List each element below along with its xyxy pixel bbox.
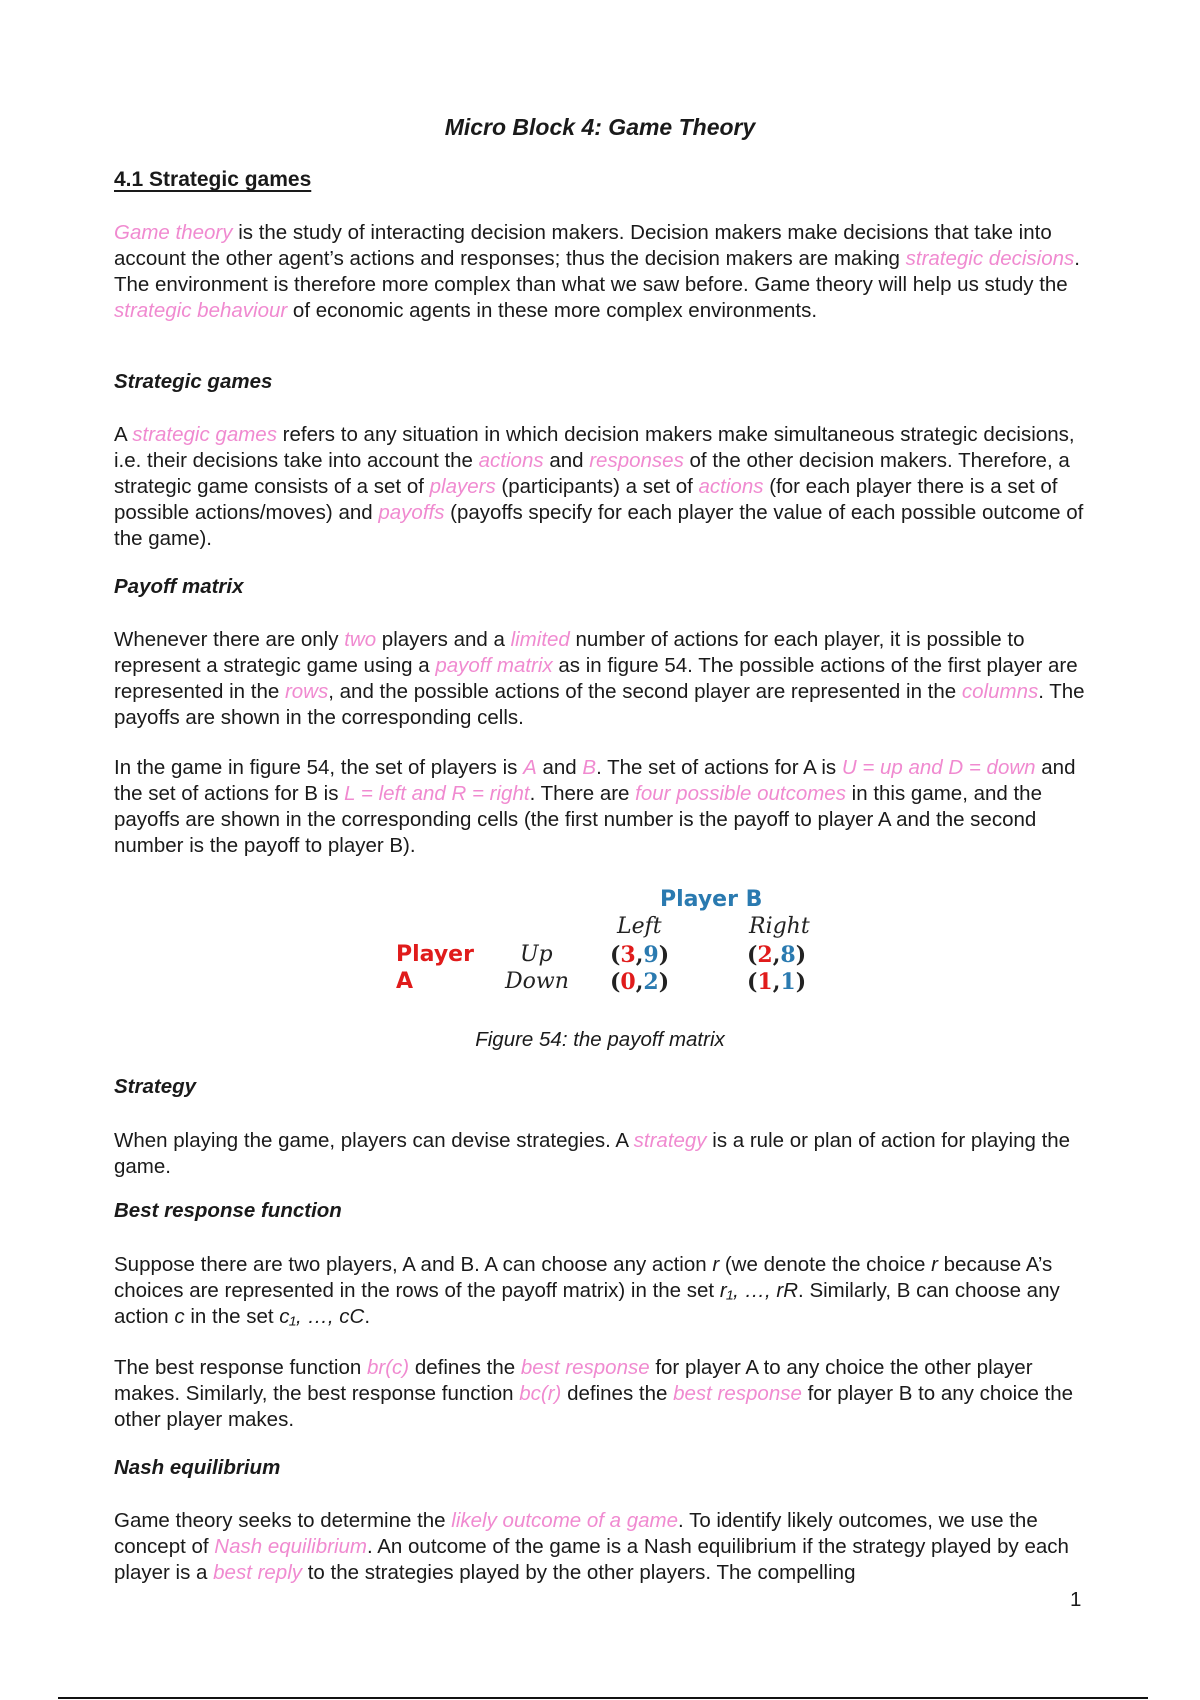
term-strategic-decisions: strategic decisions: [905, 247, 1075, 270]
subheading-payoff-matrix: Payoff matrix: [114, 575, 244, 598]
best-response-paragraph-1: Suppose there are two players, A and B. A can choose any action r (we denote the choice r because A’s choices are represented in the rows of the payoff matrix) in the set r₁, …, rR. Similarly, B can choose any action c in the set c₁, …, cC.: [114, 1253, 1060, 1328]
payoff-b-down-right: 1: [780, 969, 796, 995]
term-payoffs: payoffs: [378, 501, 445, 524]
term-best-response: best response: [520, 1356, 650, 1379]
player-b-label: Player B: [660, 887, 763, 912]
intro-paragraph: Game theory is the study of interacting decision makers. Decision makers make decisions that take into account the other agent’s actions and responses; thus the decision makers are making strategic decisions. The environment is therefore more complex than what we saw before. Game theory will help us study the strategic behaviour of economic agents in these more complex environments.: [114, 221, 1080, 322]
term-player-a: A: [523, 756, 537, 779]
term-best-response-2: best response: [673, 1382, 802, 1405]
term-strategic-behaviour: strategic behaviour: [114, 299, 288, 322]
payoff-a-up-right: 2: [757, 942, 773, 968]
term-game-theory: Game theory: [114, 221, 233, 244]
term-player-b: B: [582, 756, 597, 779]
payoff-a-down-left: 0: [620, 969, 636, 995]
term-columns: columns: [961, 680, 1039, 703]
term-rows: rows: [284, 680, 329, 703]
payoff-cell-down-right: (1,1): [747, 969, 807, 995]
payoff-a-up-left: 3: [620, 942, 636, 968]
set-r: r₁, …, rR: [719, 1279, 799, 1302]
row-down-label: Down: [505, 969, 569, 994]
term-nash-equilibrium: Nash equilibrium: [214, 1535, 367, 1558]
term-strategic-games: strategic games: [132, 423, 277, 446]
set-c: c₁, …, cC: [279, 1305, 365, 1328]
player-a-label-line1: Player: [396, 942, 474, 967]
subheading-nash-equilibrium: Nash equilibrium: [114, 1456, 281, 1479]
row-up-label: Up: [520, 942, 553, 967]
payoff-matrix-paragraph-1: Whenever there are only two players and a limited number of actions for each player, it is possible to represent a strategic game using a payoff matrix as in figure 54. The possible actions of the first player are represented in the rows, and the possible actions of the second player are represented in the columns. The payoffs are shown in the corresponding cells.: [114, 628, 1085, 729]
term-limited: limited: [510, 628, 570, 651]
strategy-paragraph: When playing the game, players can devise strategies. A strategy is a rule or plan of action for playing the game.: [114, 1129, 1071, 1178]
subheading-strategy: Strategy: [114, 1075, 197, 1098]
subheading-best-response: Best response function: [114, 1199, 342, 1222]
subheading-strategic-games: Strategic games: [114, 370, 273, 393]
document-title: Micro Block 4: Game Theory: [444, 114, 756, 140]
player-a-label-line2: A: [396, 969, 414, 994]
figure-caption: Figure 54: the payoff matrix: [475, 1028, 725, 1051]
term-actions-2: actions: [698, 475, 764, 498]
nash-paragraph: Game theory seeks to determine the likely outcome of a game. To identify likely outcomes, we use the concept of Nash equilibrium. An outcome of the game is a Nash equilibrium if the strategy played by each player is a best reply to the strategies played by the other players. The compelling: [114, 1509, 1069, 1584]
term-likely-outcome: likely outcome of a game: [451, 1509, 679, 1532]
payoff-b-up-left: 9: [643, 942, 659, 968]
strategic-games-paragraph: A strategic games refers to any situation in which decision makers make simultaneous strategic decisions, i.e. their decisions take into account the actions and responses of the other decision makers. Therefore, a strategic game consists of a set of players (participants) a set of actions (for each player there is a set of possible actions/moves) and payoffs (payoffs specify for each player the value of each possible outcome of the game).: [114, 423, 1084, 550]
term-players: players: [429, 475, 496, 498]
column-right-label: Right: [749, 914, 810, 939]
payoff-matrix-paragraph-2: In the game in figure 54, the set of players is A and B. The set of actions for A is U = up and D = down and the set of actions for B is L = left and R = right. There are four possible outcomes in this game, and the payoffs are shown in the corresponding cells (the first number is the payoff to player A and the second number is the payoff to player B).: [114, 756, 1076, 857]
column-left-label: Left: [617, 914, 662, 939]
payoff-cell-down-left: (0,2): [610, 969, 670, 995]
term-responses: responses: [589, 449, 684, 472]
term-strategy: strategy: [633, 1129, 707, 1152]
section-heading: 4.1 Strategic games: [114, 168, 312, 191]
footer-divider: [58, 1697, 1148, 1699]
payoff-b-up-right: 8: [780, 942, 796, 968]
best-response-paragraph-2: The best response function br(c) defines the best response for player A to any choice the other player makes. Similarly, the best response function bc(r) defines the best response for player B to any choice the other player makes.: [114, 1356, 1074, 1431]
term-four-outcomes: four possible outcomes: [635, 782, 846, 805]
page-number: 1: [1070, 1588, 1082, 1611]
term-br-c: br(c): [367, 1356, 410, 1379]
term-actions-a: U = up and D = down: [841, 756, 1036, 779]
payoff-cell-up-left: (3,9): [610, 942, 670, 968]
term-best-reply: best reply: [213, 1561, 303, 1584]
payoff-cell-up-right: (2,8): [747, 942, 807, 968]
payoff-b-down-left: 2: [643, 969, 659, 995]
term-two: two: [344, 628, 377, 651]
term-actions: actions: [478, 449, 544, 472]
term-actions-b: L = left and R = right: [344, 782, 530, 805]
payoff-a-down-right: 1: [757, 969, 773, 995]
term-payoff-matrix: payoff matrix: [435, 654, 553, 677]
term-bc-r: bc(r): [519, 1382, 562, 1405]
